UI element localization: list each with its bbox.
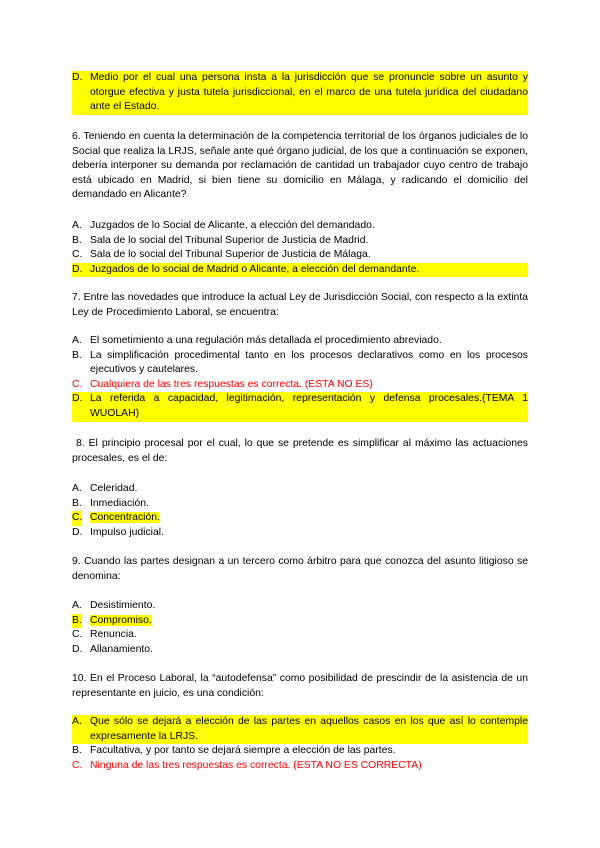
option-letter: B. [72, 234, 82, 246]
option-letter: B. [72, 745, 82, 757]
option-letter: D. [72, 393, 83, 405]
carry-over-option [72, 71, 528, 115]
option-b [72, 744, 528, 759]
option-a-correct [72, 715, 528, 744]
option-text: Desistimiento. [90, 600, 156, 611]
option-letter: A. [72, 716, 82, 727]
question-text: 8. El principio procesal por el cual, lo que se pretende es simplificar al máximo las actuaciones procesales, es el de: [72, 438, 528, 464]
option-text: Juzgados de lo Social de Alicante, a elección del demandado. [90, 220, 375, 231]
question-8 [72, 437, 528, 466]
option-b [72, 497, 528, 512]
option-letter: B. [72, 614, 82, 629]
option-letter: D. [72, 526, 83, 538]
option-c-wrong-note [72, 759, 528, 774]
question-text: 7. Entre las novedades que introduce la actual Ley de Jurisdicción Social, con respecto a la extinta Ley de Procedimiento Laboral, se encuentra: [72, 292, 528, 318]
option-letter: C. [72, 378, 83, 390]
option-text: Ninguna de las tres respuestas es correcta. (ESTA NO ES CORRECTA) [90, 759, 422, 771]
question-6-options [72, 219, 528, 277]
option-c [72, 628, 528, 643]
option-text: Que sólo se dejará a elección de las partes en aquellos casos en los que así lo contemple expresamente la LRJS. [90, 716, 528, 742]
question-text: 6. Teniendo en cuenta la determinación de la competencia territorial de los órganos judiciales de lo Social que realiza la LRJS, señale ante qué órgano judicial, de los que a continuación se exponen, debería interponer su demanda por reclamación de cantidad un trabajador cuyo centro de trabajo está ubicado en Madrid, si bien tiene su domicilio en Málaga, y radicando el domicilio del demandado en Alicante? [72, 131, 528, 201]
option-letter: D. [72, 643, 83, 655]
option-a [72, 482, 528, 497]
option-letter: A. [72, 220, 82, 231]
option-text: Cualquiera de las tres respuestas es correcta. (ESTA NO ES) [90, 378, 373, 390]
option-letter: C. [72, 511, 82, 526]
option-text: Sala de lo social del Tribunal Superior de Justicia de Madrid. [90, 234, 369, 246]
question-text: 9. Cuando las partes designan a un tercero como árbitro para que conozca del asunto litigioso se denomina: [72, 556, 528, 582]
option-d-correct [72, 263, 528, 278]
option-letter: D. [72, 263, 83, 275]
question-10 [72, 672, 528, 701]
option-letter: C. [72, 249, 83, 261]
option-b [72, 349, 528, 378]
option-letter: B. [72, 349, 82, 361]
option-d [72, 526, 528, 541]
option-text: Renuncia. [90, 629, 137, 641]
question-10-options [72, 715, 528, 773]
option-a [72, 219, 528, 234]
question-9 [72, 555, 528, 584]
question-text: 10. En el Proceso Laboral, la “autodefensa” como posibilidad de prescindir de la asistencia de un representante en juicio, es una condición: [72, 673, 528, 699]
option-a [72, 599, 528, 614]
option-letter: A. [72, 335, 82, 346]
question-8-options [72, 482, 528, 540]
option-text: Sala de lo social del Tribunal Superior de Justicia de Málaga. [90, 249, 371, 261]
option-c [72, 248, 528, 263]
option-a [72, 334, 528, 349]
option-text: Celeridad. [90, 483, 138, 494]
option-text: Compromiso. [90, 614, 152, 626]
option-letter: C. [72, 629, 83, 641]
option-c-wrong-note [72, 378, 528, 393]
option-text: La simplificación procedimental tanto en los procesos declarativos como en los procesos ejecutivos y cautelares. [90, 349, 528, 376]
option-d [72, 643, 528, 658]
option-text: Juzgados de lo social de Madrid o Alicante, a elección del demandante. [90, 263, 420, 275]
option-d-carry-over [72, 71, 528, 115]
option-text: La referida a capacidad, legitimación, representación y defensa procesales.(TEMA 1 WUOLAH) [90, 393, 528, 419]
option-letter: C. [72, 759, 83, 771]
option-c-correct [72, 511, 528, 526]
option-letter: D. [72, 72, 83, 83]
option-d-correct [72, 392, 528, 421]
question-7 [72, 291, 528, 320]
option-text: El sometimiento a una regulación más detallada el procedimiento abreviado. [90, 335, 442, 346]
option-text: Allanamiento. [90, 643, 153, 655]
option-text: Medio por el cual una persona insta a la jurisdicción que se pronuncie sobre un asunto y otorgue efectiva y justa tutela jurisdiccional, en el marco de una tutela jurídica del ciudadano ante el Estado. [90, 72, 528, 113]
option-letter: B. [72, 497, 82, 509]
option-letter: A. [72, 600, 82, 611]
option-letter: A. [72, 483, 82, 494]
question-7-options [72, 334, 528, 422]
question-6 [72, 130, 528, 203]
option-text: Impulso judicial. [90, 526, 164, 538]
option-text: Concentración. [90, 512, 160, 524]
option-b [72, 234, 528, 249]
option-text: Facultativa, y por tanto se dejará siempre a elección de las partes. [90, 745, 396, 757]
option-b-correct [72, 614, 528, 629]
option-text: Inmediación. [90, 497, 149, 509]
question-9-options [72, 599, 528, 657]
